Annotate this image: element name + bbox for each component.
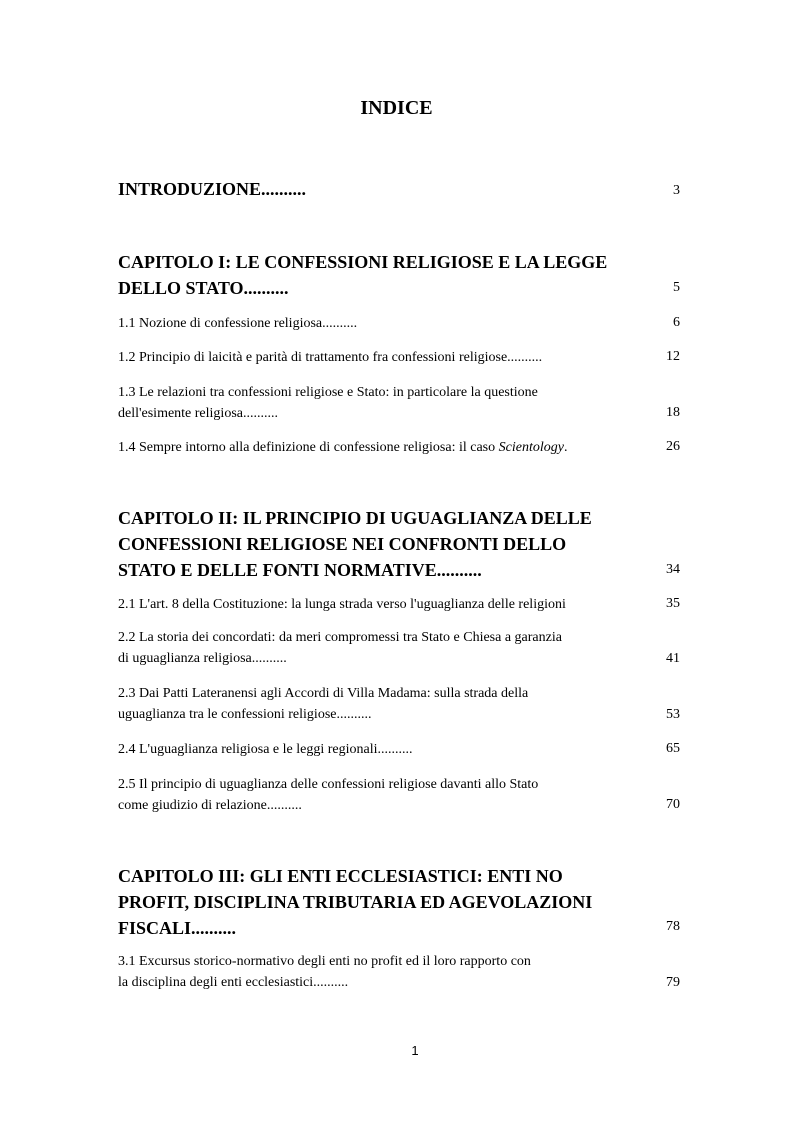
toc-section-1-2: 1.2 Principio di laicità e parità di trattamento fra confessioni religiose.......... (118, 350, 543, 365)
chapter-3-heading-line: FISCALI.......... (118, 918, 237, 938)
toc-section-line: uguaglianza tra le confessioni religiose.......... (118, 707, 372, 722)
toc-section-1-3 (118, 382, 634, 424)
toc-entry-introduzione: INTRODUZIONE.......... (118, 179, 307, 199)
chapter-3-heading (118, 863, 626, 941)
page-number: 1 (411, 1043, 419, 1058)
toc-section-2-2 (118, 627, 634, 669)
toc-section-2-3 (118, 683, 634, 725)
toc-section-line: 2.5 Il principio di uguaglianza delle confessioni religiose davanti allo Stato (118, 777, 539, 792)
chapter-2-heading (118, 505, 634, 583)
toc-section-1-3-page: 18 (666, 405, 680, 420)
chapter-3-heading-line: PROFIT, DISCIPLINA TRIBUTARIA ED AGEVOLAZIONI (118, 892, 593, 912)
toc-section-2-4: 2.4 L'uguaglianza religiosa e le leggi regionali.......... (118, 742, 413, 757)
toc-section-2-3-page: 53 (666, 707, 680, 722)
toc-section-text: 1.4 Sempre intorno alla definizione di confessione religiosa: il caso (118, 440, 499, 455)
toc-section-text: . (563, 440, 568, 455)
toc-section-2-2-page: 41 (666, 651, 680, 666)
toc-section-1-1-page: 6 (673, 315, 680, 330)
chapter-2-page: 34 (666, 562, 680, 577)
chapter-1-heading-line: DELLO STATO.......... (118, 278, 289, 298)
chapter-1-page: 5 (673, 280, 680, 295)
toc-section-2-1: 2.1 L'art. 8 della Costituzione: la lunga strada verso l'uguaglianza delle religioni (118, 597, 566, 612)
toc-section-line: 2.3 Dai Patti Lateranensi agli Accordi di Villa Madama: sulla strada della (118, 686, 529, 701)
toc-section-line: la disciplina degli enti ecclesiastici.......... (118, 975, 349, 990)
page-title: INDICE (360, 97, 433, 119)
toc-page-introduzione: 3 (673, 183, 680, 198)
toc-section-line: 3.1 Excursus storico-normativo degli enti no profit ed il loro rapporto con (118, 954, 531, 969)
toc-section-3-1 (118, 951, 634, 993)
toc-section-italic-text: Scientology (498, 440, 564, 455)
toc-section-2-5 (118, 774, 634, 816)
toc-section-line: di uguaglianza religiosa.......... (118, 651, 287, 666)
toc-section-1-2-page: 12 (666, 349, 680, 364)
toc-section-1-1: 1.1 Nozione di confessione religiosa.......... (118, 316, 358, 331)
toc-section-line: 1.3 Le relazioni tra confessioni religiose e Stato: in particolare la questione (118, 385, 538, 400)
chapter-3-page: 78 (666, 919, 680, 934)
toc-section-2-5-page: 70 (666, 797, 680, 812)
chapter-1-heading (118, 249, 636, 301)
chapter-2-heading-line: CAPITOLO II: IL PRINCIPIO DI UGUAGLIANZA DELLE (118, 508, 592, 528)
toc-section-3-1-page: 79 (666, 975, 680, 990)
chapter-2-heading-line: CONFESSIONI RELIGIOSE NEI CONFRONTI DELLO (118, 534, 567, 554)
toc-section-line: 2.2 La storia dei concordati: da meri compromessi tra Stato e Chiesa a garanzia (118, 630, 562, 645)
chapter-2-heading-line: STATO E DELLE FONTI NORMATIVE.......... (118, 560, 482, 580)
chapter-1-heading-line: CAPITOLO I: LE CONFESSIONI RELIGIOSE E LA LEGGE (118, 252, 608, 272)
toc-section-1-4-page: 26 (666, 439, 680, 454)
toc-section-1-4 (118, 437, 636, 458)
toc-section-line: dell'esimente religiosa.......... (118, 406, 278, 421)
toc-section-line: come giudizio di relazione.......... (118, 798, 302, 813)
toc-section-2-4-page: 65 (666, 741, 680, 756)
toc-section-2-1-page: 35 (666, 596, 680, 611)
chapter-3-heading-line: CAPITOLO III: GLI ENTI ECCLESIASTICI: ENTI NO (118, 866, 563, 886)
